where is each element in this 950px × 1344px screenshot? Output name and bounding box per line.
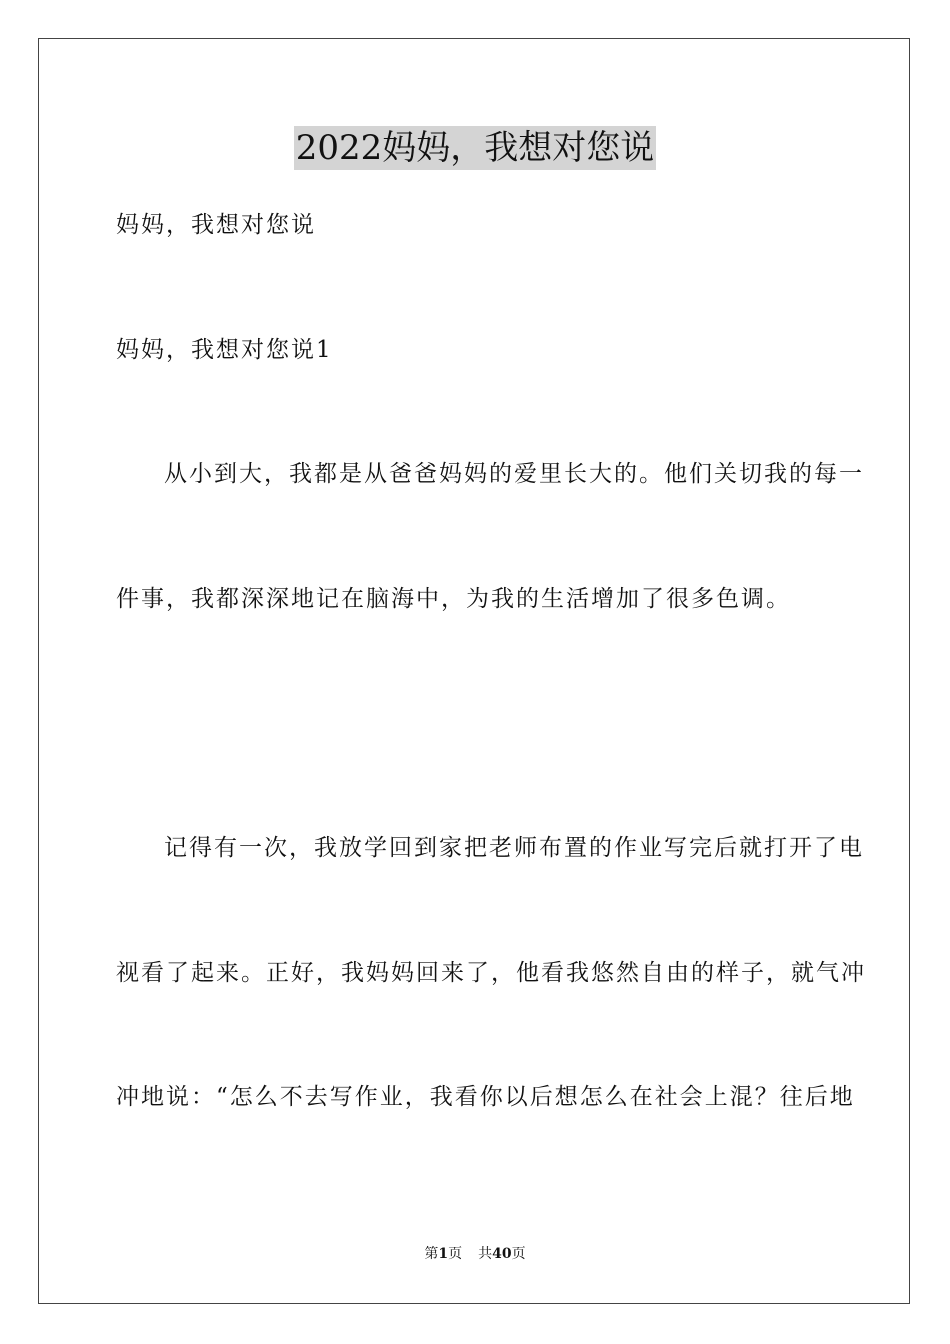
footer-total-pages: 40 [492, 1246, 512, 1262]
footer-page-suffix: 页 [448, 1246, 463, 1262]
footer-page-number: 1 [438, 1246, 449, 1262]
footer-total-suffix: 页 [511, 1246, 526, 1262]
footer-total-prefix: 共 [478, 1246, 493, 1262]
section-heading: 妈妈，我想对您说1 [116, 337, 333, 363]
subtitle: 妈妈，我想对您说 [116, 212, 316, 238]
document-title: 2022妈妈，我想对您说 [295, 128, 655, 168]
paragraph-line-5: 冲地说：“怎么不去写作业，我看你以后想怎么在社会上混？往后地 [116, 1084, 855, 1110]
footer-page-prefix: 第 [424, 1246, 439, 1262]
paragraph-line-1: 从小到大，我都是从爸爸妈妈的爱里长大的。他们关切我的每一 [164, 461, 864, 487]
paragraph-line-2: 件事，我都深深地记在脑海中，为我的生活增加了很多色调。 [116, 586, 791, 612]
page-footer [0, 1244, 950, 1264]
paragraph-line-4: 视看了起来。正好，我妈妈回来了，他看我悠然自由的样子，就气冲 [116, 960, 866, 986]
document-title-container [0, 126, 950, 170]
paragraph-line-3: 记得有一次，我放学回到家把老师布置的作业写完后就打开了电 [164, 835, 864, 861]
